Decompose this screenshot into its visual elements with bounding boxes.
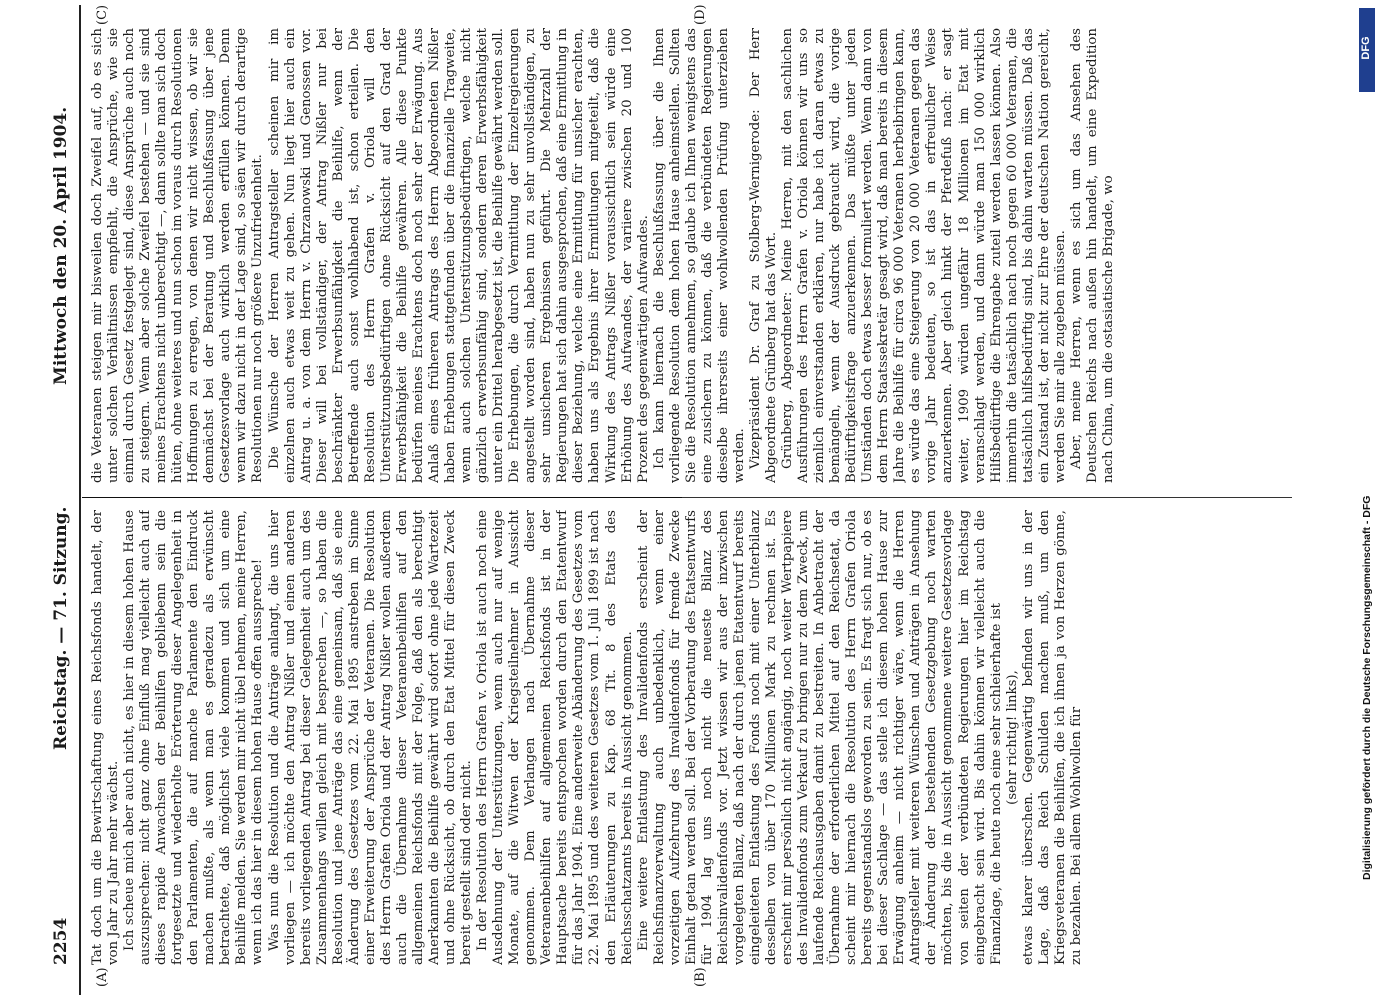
paragraph: Was nun die Resolution und die Anträge anlangt, die uns hier vorliegen — ich möchte den Antrag Nißler und einen anderen bereits vorliegenden Antrag bei dieser Gelegenheit auch um des Zusammenhangs willen gleich mit besprechen —, so haben die Resolution und jene Anträge das eine gemeinsam, daß sie eine Änderung des Gesetzes vom 22. Mai 1895 anstreben im Sinne einer Erweiterung der Ansprüche der Veteranen. Die Resolution des Herrn Grafen Oriola und der Antrag Nißler wollen außerdem auch die Übernahme dieser Veteranenbeihilfen auf den allgemeinen Reichsfonds mit der Folge, daß den als berechtigt Anerkannten die Beihilfe gewährt wird sofort ohne jede Wartezeit und ohne Rücksicht, ob durch den Etat Mittel für diesen Zweck bereit gestellt sind oder nicht. — [266, 510, 475, 965]
paragraph: die Veteranen steigen mir bisweilen doch Zweifel auf, ob es sich unter solchen Verhältnissen empfiehlt, die Ansprüche, wie sie einmal durch Gesetz festgelegt sind, diese Ansprüche auch noch zu steigern. Wenn aber solche Zweifel bestehen — und sie sind meines Erachtens nicht unberechtigt —, dann sollte man sich doch hüten, ohne weiteres und nun schon im voraus durch Resolutionen Hoffnungen zu erregen, von denen wir nicht wissen, ob wir sie demnächst bei der Beratung und Beschlußfassung über jene Gesetzesvorlage auch wirklich werden erfüllen können. Denn wenn wir dazu nicht in der Lage sind, so säen wir durch derartige Resolutionen nur noch größere Unzufriedenheit. — [90, 28, 266, 483]
margin-marker-b: (B) — [693, 967, 708, 987]
page-date: Mittwoch den 20. April 1904. — [51, 106, 71, 385]
page-title: Reichstag. — 71. Sitzung. — [51, 506, 71, 750]
dfg-logo — [1359, 8, 1375, 92]
column-divider-top — [82, 497, 682, 498]
paragraph: Ich kann hiernach die Beschlußfassung über die Ihnen vorliegende Resolution dem hohen Hause anheimstellen. Sollten Sie die Resolution annehmen, so glaube ich Ihnen wenigstens das eine zusichern zu können, daß die verbündeten Regierungen dieselbe ihrerseits einer wohlwollenden Prüfung unterziehen werden. — [651, 28, 747, 483]
document-page — [35, 5, 1365, 995]
paragraph: Die Wünsche der Herren Antragsteller scheinen mir im einzelnen auch etwas weit zu gehen. Nun liegt hier auch ein Antrag u. a. von dem Herrn v. Chrzanowski und Genossen vor. Dieser will bei vollständiger, der Antrag Nißler nur bei beschränkter Erwerbsunfähigkeit die Beihilfe, wenn der Betreffende auch sonst wohlhabend ist, schon erteilen. Die Resolution des Herrn Grafen v. Oriola will den Unterstützungsbedürftigen ohne Rücksicht auf den Grad der Erwerbsfähigkeit die Beihilfe gewähren. Alle diese Punkte bedürfen meines Erachtens doch noch sehr der Erwägung. Aus Anlaß eines früheren Antrags des Herrn Abgeordneten Nißler haben Erhebungen stattgefunden über die finanzielle Tragweite, wenn auch solchen Unterstützungsbedürftigen, welche nicht gänzlich erwerbsunfähig sind, sondern deren Erwerbsfähigkeit unter ein Drittel herabgesetzt ist, die Beihilfe gewährt werden soll. Die Erhebungen, die durch Vermittlung der Einzelregierungen angestellt worden sind, haben nun zu sehr unvollständigen, zu sehr unsicheren Ergebnissen geführt. Die Mehrzahl der Regierungen hat sich dahin ausgesprochen, daß eine Ermittlung in dieser Beziehung, welche eine Ermittlung für unsicher erachten, haben uns als Ergebnis ihrer Ermittlungen mitgeteilt, daß die Wirkung des Antrags Nißler voraussichtlich sein würde eine Erhöhung des Aufwandes, der variiere zwischen 20 und 100 Prozent des gegenwärtigen Aufwandes. — [266, 28, 651, 483]
margin-marker-a: (A) — [95, 967, 110, 987]
paragraph: etwas klarer überschen. Gegenwärtig befinden wir uns in der Lage, daß das Reich Schulden machen muß, um den Kriegsveteranen die Beihilfen, die ich ihnen ja von Herzen gönne, zu bezahlen. Bei allem Wohlwollen für — [1020, 510, 1084, 965]
page-header — [45, 5, 81, 995]
paragraph: Eine weitere Entlastung des Invalidenfonds erscheint der Reichsfinanzverwaltung auch unbedenklich, wenn einer vorzeitigen Aufzehrung des Invalidenfonds für fremde Zwecke Einhalt getan werden soll. Bei der Vorberatung des Etatsentwurfs für 1904 lag uns noch nicht die neueste Bilanz des Reichsinvalidenfonds vor. Jetzt wissen wir aus der inzwischen vorgelegten Bilanz, daß nach der durch jenen Etatentwurf bereits eingeleiteten Entlastung des Fonds noch mit einer Unterbilanz desselben von über 170 Millionen Mark zu rechnen ist. Es erscheint mir persönlich nicht angängig, noch weiter Wertpapiere des Invalidenfonds zum Verkauf zu bringen nur zu dem Zweck, um laufende Reichsausgaben damit zu bestreiten. In Anbetracht der Übernahme der erforderlichen Mittel auf den Reichsetat, da scheint mir hiernach die Resolution des Herrn Grafen Oriola bereits gegenstandslos geworden zu sein. Es fragt sich nur, ob es bei dieser Sachlage — das stelle ich diesem hohen Hause zur Erwägung anheim — nicht richtiger wäre, wenn die Herren Antragsteller mit weiteren Wünschen und Anträgen in Ansehung der Änderung der bestehenden Gesetzgebung noch warten möchten, bis die in Aussicht genommene weitere Gesetzesvorlage von seiten der verbündeten Regierungen hier im Reichstag eingebracht sein wird. Bis dahin können wir vielleicht auch die Finanzlage, die heute noch eine sehr schleierhafte ist — [635, 510, 1004, 965]
paragraph: Tat doch um die Bewirtschaftung eines Reichsfonds handelt, der von Jahr zu Jahr mehr wächst. — [90, 510, 122, 965]
page-number: 2254 — [51, 917, 71, 965]
right-column — [90, 28, 1285, 483]
interjection: (sehr richtig! links), — [1004, 670, 1020, 805]
paragraph: Ich scheue mich aber auch nicht, es hier in diesem hohen Hause auszusprechen: nicht ganz ohne Einfluß mag vielleicht auch auf dieses rapide Anwachsen der Beihilfen gebliebenn sein die fortgesetzte und wiederholte Erörterung dieser Angelegenheit in den Parlamenten, die auf manche Parlamente den Eindruck machen mußte, als wenn man es geradezu als erwünscht betrachtete, daß möglichst viele kommen und sich um eine Beihilfe melden. Sie werden mir nicht übel nehmen, meine Herren, wenn ich das hier in diesem hohen Hause offen ausspreche! — [122, 510, 266, 965]
paragraph: Aber, meine Herren, wenn es sich um das Ansehen des Deutschen Reichs nach außen hin handelt, um eine Expedition nach China, um die ostasiatische Brigade, wo — [1068, 28, 1116, 483]
speaker-paragraph: Vizepräsident Dr. Graf zu Stolberg-Wernigerode: Der Herr Abgeordnete Grünberg hat das Wort. — [747, 28, 779, 483]
left-column — [90, 510, 1285, 965]
margin-marker-c: (C) — [95, 4, 110, 25]
digitization-credit-text: Digitalisierung gefördert durch die Deutsche Forschungsgemeinschaft - DFG — [1361, 495, 1373, 880]
speaker-paragraph: Grünberg, Abgeordneter: Meine Herren, mit den sachlichen Ausführungen des Herrn Grafen v. Oriola können wir uns so ziemlich einverstanden erklären, nur habe ich daran etwas zu bemängeln, wenn der Ausdruck gebraucht wird, die vorige Bedürftigkeitsfrage anzuerkennen. Das müßte unter jeden Umständen doch etwas besser formuliert werden. Wenn dann von dem Herrn Staatssekretär gesagt wird, daß man bereits in diesem Jahre die Beihilfe für circa 96 000 Veteranen herbeibringen kann, es würde das eine Steigerung von 20 000 Veteranen gegen das vorige Jahr bedeuten, so ist das in erfreulicher Weise anzuerkennen. Aber gleich hinkt der Pferdefuß nach: er sagt weiter, 1909 würden ungefähr 18 Millionen im Etat mit veranschlagt werden, und dann würde man 150 000 wirklich Hilfsbedürftige die Ehrengabe zuteil werden lassen können. Also immerhin die tatsächlich nach noch gegen 60 000 Veteranen, die tatsächlich hilfsbedürftig sind, bis dahin warten müssen. Daß das ein Zustand ist, der nicht zur Ehre der deutschen Nation gereicht, werden Sie mir alle zugeben müssen. — [780, 28, 1068, 483]
paragraph: In der Resolution des Herrn Grafen v. Oriola ist auch noch eine Ausdehnung der Unterstützungen, wenn auch nur auf wenige Monate, auf die Witwen der Kriegsteilnehmer in Aussicht genommen. Dem Verlangen nach Übernahme dieser Veteranenbeihilfen auf allgemeinen Reichsfonds ist in der Hauptsache bereits entsprochen worden durch den Etatentwurf für das Jahr 1904. Eine anderweite Abänderung des Gesetzes vom 22. Mai 1895 und des weiteren Gesetzes vom 1. Juli 1899 ist nach den Erläuterungen zu Kap. 68 Tit. 8 des Etats des Reichsschatzamts bereits in Aussicht genommen. — [475, 510, 635, 965]
dfg-logo-text: DFG — [1360, 36, 1372, 60]
margin-marker-d: (D) — [693, 4, 708, 25]
digitization-credit — [1361, 120, 1375, 880]
